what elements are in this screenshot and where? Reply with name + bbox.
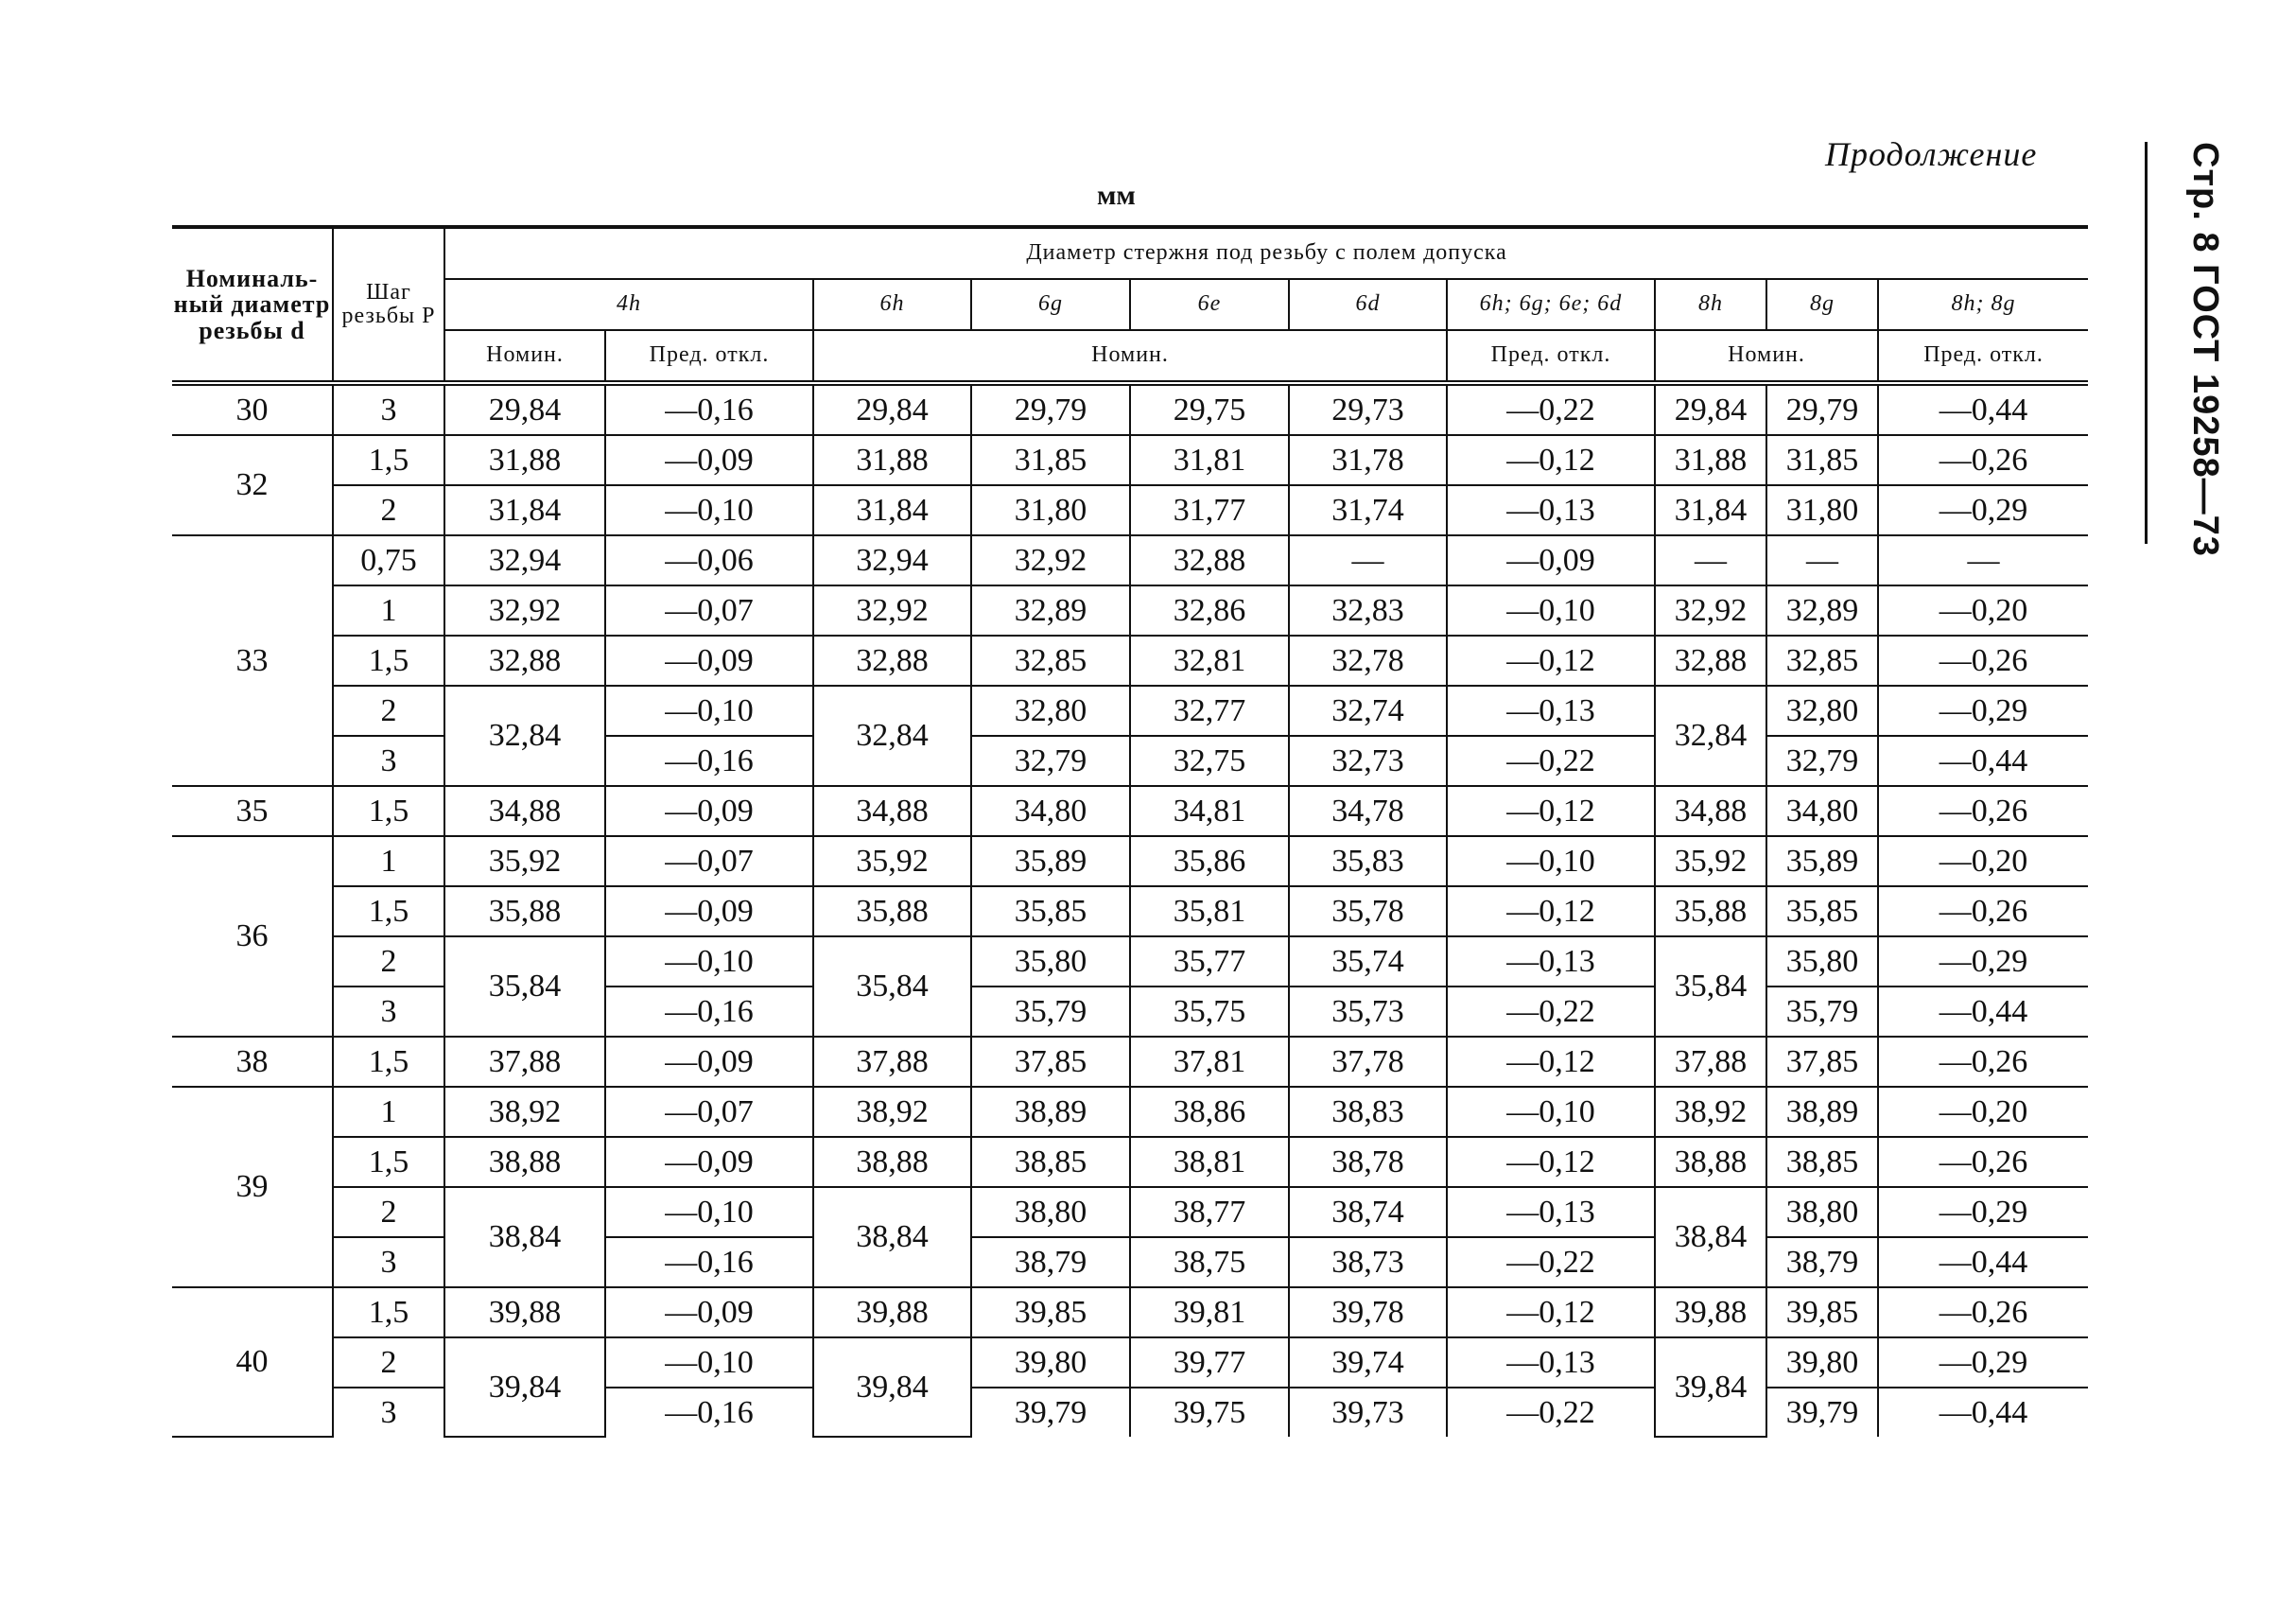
deviation-6-cell: —0,09: [1447, 535, 1655, 585]
pitch-cell: 3: [333, 1237, 444, 1287]
header-tolerance-6g: 6g: [971, 279, 1130, 330]
nominal-8g-cell: 31,85: [1766, 435, 1878, 485]
deviation-6-cell: —0,12: [1447, 1037, 1655, 1087]
nominal-4h-cell: 35,92: [444, 836, 605, 886]
table-row: [172, 485, 2088, 535]
nominal-6h-cell: 32,84: [813, 686, 971, 786]
nominal-6d-cell: 37,78: [1289, 1037, 1447, 1087]
table-row: [172, 1287, 2088, 1337]
nominal-6e-cell: 31,77: [1130, 485, 1289, 535]
nominal-8g-cell: 38,79: [1766, 1237, 1878, 1287]
deviation-6-cell: —0,12: [1447, 1287, 1655, 1337]
pitch-cell: 2: [333, 1337, 444, 1388]
deviation-8-cell: —0,26: [1878, 636, 2088, 686]
nominal-8h-cell: 35,88: [1655, 886, 1766, 936]
nominal-6d-cell: 38,78: [1289, 1137, 1447, 1187]
nominal-6d-cell: 35,73: [1289, 987, 1447, 1037]
deviation-8-cell: —0,26: [1878, 886, 2088, 936]
nominal-6g-cell: 32,79: [971, 736, 1130, 786]
nominal-6e-cell: 38,81: [1130, 1137, 1289, 1187]
nominal-6d-cell: 35,78: [1289, 886, 1447, 936]
deviation-4h-cell: —0,09: [605, 1137, 813, 1187]
nominal-6d-cell: 29,73: [1289, 383, 1447, 435]
deviation-8-cell: —0,44: [1878, 1388, 2088, 1437]
pitch-cell: 1,5: [333, 886, 444, 936]
nominal-6g-cell: 32,80: [971, 686, 1130, 736]
nominal-6e-cell: 38,77: [1130, 1187, 1289, 1237]
deviation-8-cell: —: [1878, 535, 2088, 585]
header-tolerance-6d: 6d: [1289, 279, 1447, 330]
nominal-6e-cell: 31,81: [1130, 435, 1289, 485]
table-row: [172, 535, 2088, 585]
table-body: [172, 383, 2088, 1437]
nominal-6e-cell: 32,81: [1130, 636, 1289, 686]
deviation-4h-cell: —0,09: [605, 886, 813, 936]
pitch-cell: 1,5: [333, 1287, 444, 1337]
header-nominal-8: Номин.: [1655, 330, 1878, 383]
continuation-label: Продолжение: [1825, 135, 2038, 173]
deviation-8-cell: —0,44: [1878, 1237, 2088, 1287]
pitch-cell: 1,5: [333, 1037, 444, 1087]
pitch-cell: 1: [333, 1087, 444, 1137]
header-row-2: [172, 279, 2088, 330]
nominal-6d-cell: 32,73: [1289, 736, 1447, 786]
nominal-6g-cell: 35,89: [971, 836, 1130, 886]
nominal-diameter-cell: 36: [172, 836, 333, 1037]
nominal-6e-cell: 39,77: [1130, 1337, 1289, 1388]
nominal-6h-cell: 35,88: [813, 886, 971, 936]
deviation-4h-cell: —0,09: [605, 1287, 813, 1337]
nominal-8h-cell: 38,92: [1655, 1087, 1766, 1137]
nominal-6d-cell: 38,74: [1289, 1187, 1447, 1237]
pitch-cell: 1,5: [333, 786, 444, 836]
deviation-8-cell: —0,26: [1878, 786, 2088, 836]
nominal-6h-cell: 32,92: [813, 585, 971, 636]
nominal-6g-cell: 39,80: [971, 1337, 1130, 1388]
header-tolerance-6-combined: 6h; 6g; 6e; 6d: [1447, 279, 1655, 330]
nominal-6g-cell: 39,85: [971, 1287, 1130, 1337]
nominal-8g-cell: 38,80: [1766, 1187, 1878, 1237]
header-tolerance-6h: 6h: [813, 279, 971, 330]
nominal-8h-cell: 38,88: [1655, 1137, 1766, 1187]
deviation-8-cell: —0,29: [1878, 485, 2088, 535]
deviation-6-cell: —0,22: [1447, 383, 1655, 435]
pitch-cell: 1: [333, 585, 444, 636]
deviation-4h-cell: —0,10: [605, 1187, 813, 1237]
table-row: [172, 1037, 2088, 1087]
nominal-8g-cell: 37,85: [1766, 1037, 1878, 1087]
deviation-4h-cell: —0,09: [605, 636, 813, 686]
deviation-8-cell: —0,29: [1878, 936, 2088, 987]
nominal-6h-cell: 38,84: [813, 1187, 971, 1287]
nominal-4h-cell: 32,88: [444, 636, 605, 686]
nominal-6g-cell: 34,80: [971, 786, 1130, 836]
nominal-6e-cell: 38,75: [1130, 1237, 1289, 1287]
pitch-cell: 2: [333, 1187, 444, 1237]
nominal-6d-cell: —: [1289, 535, 1447, 585]
nominal-6e-cell: 35,77: [1130, 936, 1289, 987]
deviation-6-cell: —0,12: [1447, 886, 1655, 936]
nominal-8h-cell: 35,84: [1655, 936, 1766, 1037]
nominal-6h-cell: 29,84: [813, 383, 971, 435]
nominal-8h-cell: 32,84: [1655, 686, 1766, 786]
nominal-6e-cell: 32,88: [1130, 535, 1289, 585]
header-nominal-6: Номин.: [813, 330, 1447, 383]
unit-label: мм: [1097, 180, 1136, 211]
nominal-diameter-cell: 40: [172, 1287, 333, 1437]
nominal-6g-cell: 32,89: [971, 585, 1130, 636]
nominal-6g-cell: 31,85: [971, 435, 1130, 485]
header-pitch: Шаг резьбы P: [333, 227, 444, 383]
header-nominal-diameter: Номиналь-ный диаметр резьбы d: [172, 227, 333, 383]
nominal-8g-cell: 32,85: [1766, 636, 1878, 686]
deviation-4h-cell: —0,16: [605, 987, 813, 1037]
deviation-8-cell: —0,26: [1878, 1287, 2088, 1337]
nominal-8g-cell: 35,89: [1766, 836, 1878, 886]
deviation-4h-cell: —0,10: [605, 936, 813, 987]
deviation-4h-cell: —0,09: [605, 1037, 813, 1087]
deviation-6-cell: —0,13: [1447, 485, 1655, 535]
nominal-8h-cell: 39,88: [1655, 1287, 1766, 1337]
deviation-6-cell: —0,13: [1447, 936, 1655, 987]
nominal-8g-cell: 39,85: [1766, 1287, 1878, 1337]
deviation-6-cell: —0,12: [1447, 636, 1655, 686]
pitch-cell: 0,75: [333, 535, 444, 585]
nominal-8g-cell: 32,89: [1766, 585, 1878, 636]
nominal-6d-cell: 34,78: [1289, 786, 1447, 836]
nominal-diameter-cell: 35: [172, 786, 333, 836]
nominal-4h-cell: 35,88: [444, 886, 605, 936]
table-row: [172, 1337, 2088, 1388]
nominal-6d-cell: 32,83: [1289, 585, 1447, 636]
nominal-6g-cell: 38,89: [971, 1087, 1130, 1137]
deviation-8-cell: —0,29: [1878, 686, 2088, 736]
nominal-diameter-cell: 32: [172, 435, 333, 535]
deviation-8-cell: —0,26: [1878, 1137, 2088, 1187]
nominal-4h-cell: 35,84: [444, 936, 605, 1037]
nominal-8h-cell: 31,88: [1655, 435, 1766, 485]
deviation-4h-cell: —0,07: [605, 1087, 813, 1137]
nominal-6h-cell: 37,88: [813, 1037, 971, 1087]
nominal-6e-cell: 39,75: [1130, 1388, 1289, 1437]
nominal-6d-cell: 31,78: [1289, 435, 1447, 485]
nominal-6g-cell: 32,85: [971, 636, 1130, 686]
nominal-4h-cell: 34,88: [444, 786, 605, 836]
deviation-8-cell: —0,26: [1878, 1037, 2088, 1087]
pitch-cell: 3: [333, 383, 444, 435]
table-row: [172, 1187, 2088, 1237]
nominal-6d-cell: 31,74: [1289, 485, 1447, 535]
nominal-6g-cell: 38,79: [971, 1237, 1130, 1287]
nominal-6g-cell: 29,79: [971, 383, 1130, 435]
nominal-8h-cell: 38,84: [1655, 1187, 1766, 1287]
deviation-8-cell: —0,29: [1878, 1337, 2088, 1388]
pitch-cell: 1: [333, 836, 444, 886]
nominal-8g-cell: 38,85: [1766, 1137, 1878, 1187]
nominal-6d-cell: 38,73: [1289, 1237, 1447, 1287]
nominal-6e-cell: 32,77: [1130, 686, 1289, 736]
nominal-diameter-cell: 33: [172, 535, 333, 786]
nominal-6h-cell: 38,92: [813, 1087, 971, 1137]
pitch-cell: 3: [333, 987, 444, 1037]
nominal-6h-cell: 34,88: [813, 786, 971, 836]
table-row: [172, 636, 2088, 686]
nominal-6d-cell: 39,78: [1289, 1287, 1447, 1337]
deviation-8-cell: —0,20: [1878, 836, 2088, 886]
deviation-4h-cell: —0,07: [605, 585, 813, 636]
nominal-6d-cell: 35,74: [1289, 936, 1447, 987]
header-tolerance-6e: 6e: [1130, 279, 1289, 330]
header-tolerance-8-combined: 8h; 8g: [1878, 279, 2088, 330]
nominal-4h-cell: 38,92: [444, 1087, 605, 1137]
nominal-8g-cell: 38,89: [1766, 1087, 1878, 1137]
nominal-6d-cell: 35,83: [1289, 836, 1447, 886]
deviation-6-cell: —0,12: [1447, 786, 1655, 836]
deviation-4h-cell: —0,09: [605, 435, 813, 485]
deviation-8-cell: —0,29: [1878, 1187, 2088, 1237]
nominal-8g-cell: 32,79: [1766, 736, 1878, 786]
nominal-8h-cell: 29,84: [1655, 383, 1766, 435]
pitch-cell: 2: [333, 686, 444, 736]
nominal-6g-cell: 38,80: [971, 1187, 1130, 1237]
pitch-cell: 1,5: [333, 435, 444, 485]
nominal-6g-cell: 35,85: [971, 886, 1130, 936]
deviation-6-cell: —0,10: [1447, 836, 1655, 886]
deviation-4h-cell: —0,06: [605, 535, 813, 585]
nominal-6e-cell: 39,81: [1130, 1287, 1289, 1337]
header-deviation-4h: Пред. откл.: [605, 330, 813, 383]
nominal-6d-cell: 32,78: [1289, 636, 1447, 686]
header-row-1: [172, 227, 2088, 279]
nominal-8g-cell: 39,80: [1766, 1337, 1878, 1388]
nominal-diameter-cell: 38: [172, 1037, 333, 1087]
nominal-6g-cell: 37,85: [971, 1037, 1130, 1087]
nominal-6h-cell: 32,94: [813, 535, 971, 585]
deviation-8-cell: —0,26: [1878, 435, 2088, 485]
page-side-label: Стр. 8 ГОСТ 19258—73: [2185, 142, 2225, 557]
nominal-4h-cell: 39,88: [444, 1287, 605, 1337]
table-row: [172, 936, 2088, 987]
nominal-8g-cell: 39,79: [1766, 1388, 1878, 1437]
nominal-6g-cell: 35,79: [971, 987, 1130, 1037]
nominal-6h-cell: 31,84: [813, 485, 971, 535]
nominal-4h-cell: 31,88: [444, 435, 605, 485]
nominal-6h-cell: 35,92: [813, 836, 971, 886]
nominal-4h-cell: 32,84: [444, 686, 605, 786]
nominal-6h-cell: 31,88: [813, 435, 971, 485]
nominal-6e-cell: 35,81: [1130, 886, 1289, 936]
side-rule: [2145, 142, 2148, 544]
nominal-6d-cell: 39,74: [1289, 1337, 1447, 1388]
deviation-6-cell: —0,22: [1447, 1388, 1655, 1437]
deviation-6-cell: —0,12: [1447, 1137, 1655, 1187]
nominal-6d-cell: 32,74: [1289, 686, 1447, 736]
deviation-4h-cell: —0,10: [605, 485, 813, 535]
nominal-6e-cell: 35,75: [1130, 987, 1289, 1037]
deviation-6-cell: —0,22: [1447, 736, 1655, 786]
nominal-4h-cell: 32,92: [444, 585, 605, 636]
pitch-cell: 1,5: [333, 636, 444, 686]
header-row-3: [172, 330, 2088, 383]
deviation-8-cell: —0,20: [1878, 585, 2088, 636]
nominal-6e-cell: 29,75: [1130, 383, 1289, 435]
deviation-4h-cell: —0,16: [605, 1388, 813, 1437]
nominal-8h-cell: 39,84: [1655, 1337, 1766, 1437]
header-diameter-group: Диаметр стержня под резьбу с полем допуска: [444, 227, 2088, 279]
deviation-4h-cell: —0,10: [605, 686, 813, 736]
nominal-8g-cell: —: [1766, 535, 1878, 585]
nominal-4h-cell: 38,88: [444, 1137, 605, 1187]
nominal-6g-cell: 31,80: [971, 485, 1130, 535]
header-deviation-8: Пред. откл.: [1878, 330, 2088, 383]
deviation-6-cell: —0,12: [1447, 435, 1655, 485]
pitch-cell: 3: [333, 736, 444, 786]
deviation-4h-cell: —0,09: [605, 786, 813, 836]
nominal-4h-cell: 39,84: [444, 1337, 605, 1437]
nominal-8g-cell: 35,79: [1766, 987, 1878, 1037]
nominal-4h-cell: 32,94: [444, 535, 605, 585]
nominal-4h-cell: 37,88: [444, 1037, 605, 1087]
deviation-8-cell: —0,20: [1878, 1087, 2088, 1137]
nominal-8g-cell: 35,80: [1766, 936, 1878, 987]
nominal-8h-cell: 32,88: [1655, 636, 1766, 686]
deviation-6-cell: —0,22: [1447, 1237, 1655, 1287]
nominal-6h-cell: 39,84: [813, 1337, 971, 1437]
nominal-diameter-cell: 30: [172, 383, 333, 435]
deviation-6-cell: —0,10: [1447, 585, 1655, 636]
nominal-6g-cell: 38,85: [971, 1137, 1130, 1187]
deviation-8-cell: —0,44: [1878, 987, 2088, 1037]
nominal-8h-cell: 32,92: [1655, 585, 1766, 636]
deviation-6-cell: —0,13: [1447, 686, 1655, 736]
deviation-4h-cell: —0,16: [605, 736, 813, 786]
nominal-8g-cell: 29,79: [1766, 383, 1878, 435]
table-row: [172, 686, 2088, 736]
pitch-cell: 2: [333, 936, 444, 987]
nominal-6h-cell: 35,84: [813, 936, 971, 1037]
nominal-6d-cell: 39,73: [1289, 1388, 1447, 1437]
header-tolerance-8g: 8g: [1766, 279, 1878, 330]
nominal-6e-cell: 37,81: [1130, 1037, 1289, 1087]
nominal-6e-cell: 38,86: [1130, 1087, 1289, 1137]
pitch-cell: 2: [333, 485, 444, 535]
nominal-8h-cell: 37,88: [1655, 1037, 1766, 1087]
deviation-6-cell: —0,13: [1447, 1337, 1655, 1388]
pitch-cell: 3: [333, 1388, 444, 1437]
nominal-8g-cell: 35,85: [1766, 886, 1878, 936]
table-row: [172, 383, 2088, 435]
nominal-6h-cell: 38,88: [813, 1137, 971, 1187]
deviation-4h-cell: —0,10: [605, 1337, 813, 1388]
deviation-4h-cell: —0,16: [605, 383, 813, 435]
nominal-8h-cell: 31,84: [1655, 485, 1766, 535]
nominal-4h-cell: 38,84: [444, 1187, 605, 1287]
pitch-cell: 1,5: [333, 1137, 444, 1187]
nominal-6d-cell: 38,83: [1289, 1087, 1447, 1137]
nominal-4h-cell: 31,84: [444, 485, 605, 535]
nominal-8g-cell: 34,80: [1766, 786, 1878, 836]
header-nominal-4h: Номин.: [444, 330, 605, 383]
nominal-8g-cell: 32,80: [1766, 686, 1878, 736]
thread-diameter-table: [172, 225, 2088, 1438]
nominal-6g-cell: 35,80: [971, 936, 1130, 987]
nominal-6h-cell: 32,88: [813, 636, 971, 686]
deviation-8-cell: —0,44: [1878, 383, 2088, 435]
nominal-6g-cell: 39,79: [971, 1388, 1130, 1437]
header-deviation-6: Пред. откл.: [1447, 330, 1655, 383]
header-tolerance-8h: 8h: [1655, 279, 1766, 330]
deviation-6-cell: —0,10: [1447, 1087, 1655, 1137]
table-row: [172, 886, 2088, 936]
table-row: [172, 786, 2088, 836]
nominal-8h-cell: —: [1655, 535, 1766, 585]
nominal-8g-cell: 31,80: [1766, 485, 1878, 535]
nominal-6e-cell: 32,75: [1130, 736, 1289, 786]
deviation-6-cell: —0,22: [1447, 987, 1655, 1037]
deviation-4h-cell: —0,16: [605, 1237, 813, 1287]
nominal-6e-cell: 34,81: [1130, 786, 1289, 836]
deviation-8-cell: —0,44: [1878, 736, 2088, 786]
nominal-diameter-cell: 39: [172, 1087, 333, 1287]
header-tolerance-4h: 4h: [444, 279, 813, 330]
table-row: [172, 435, 2088, 485]
table-row: [172, 1137, 2088, 1187]
nominal-8h-cell: 35,92: [1655, 836, 1766, 886]
table-row: [172, 836, 2088, 886]
table-row: [172, 585, 2088, 636]
deviation-6-cell: —0,13: [1447, 1187, 1655, 1237]
nominal-6h-cell: 39,88: [813, 1287, 971, 1337]
nominal-6g-cell: 32,92: [971, 535, 1130, 585]
deviation-4h-cell: —0,07: [605, 836, 813, 886]
nominal-4h-cell: 29,84: [444, 383, 605, 435]
nominal-6e-cell: 35,86: [1130, 836, 1289, 886]
nominal-8h-cell: 34,88: [1655, 786, 1766, 836]
nominal-6e-cell: 32,86: [1130, 585, 1289, 636]
table-row: [172, 1087, 2088, 1137]
